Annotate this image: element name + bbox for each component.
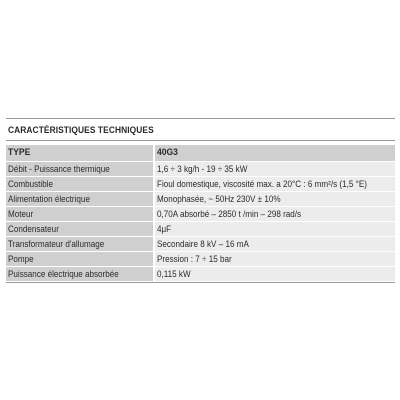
table-header-row <box>6 145 395 162</box>
row-label: Débit - Puissance thermique <box>8 164 110 174</box>
bottom-rule <box>6 282 395 283</box>
header-label: TYPE <box>8 147 31 158</box>
row-value: Pression : 7 ÷ 15 bar <box>157 254 232 264</box>
row-value-cell <box>154 207 395 222</box>
row-value-cell <box>154 267 395 282</box>
row-label: Puissance électrique absorbée <box>8 269 119 279</box>
table-row <box>6 237 395 252</box>
row-value-cell <box>154 237 395 252</box>
row-label-cell <box>6 177 154 192</box>
title-block <box>6 118 395 141</box>
row-value: 0,70A absorbé – 2850 t /min – 298 rad/s <box>157 209 302 219</box>
technical-specs-sheet <box>6 118 395 283</box>
table-row <box>6 222 395 237</box>
row-label: Alimentation électrique <box>8 194 90 204</box>
table-row <box>6 267 395 282</box>
table-row <box>6 192 395 207</box>
table-row <box>6 252 395 267</box>
table-row <box>6 162 395 177</box>
row-value: 1,6 ÷ 3 kg/h - 19 ÷ 35 kW <box>157 164 248 174</box>
row-value: Fioul domestique, viscosité max. a 20°C : 6 mm²/s (1,5 °E) <box>157 179 367 189</box>
row-value-cell <box>154 252 395 267</box>
row-label-cell <box>6 207 154 222</box>
row-label-cell <box>6 267 154 282</box>
row-label-cell <box>6 192 154 207</box>
row-label: Combustible <box>8 179 54 189</box>
row-value: Monophasée, ~ 50Hz 230V ± 10% <box>157 194 281 204</box>
row-label-cell <box>6 222 154 237</box>
row-value: 0,115 kW <box>157 269 191 279</box>
row-label: Moteur <box>8 209 34 219</box>
row-label: Condensateur <box>8 224 59 234</box>
row-label-cell <box>6 237 154 252</box>
row-value: 4μF <box>157 224 172 234</box>
row-value-cell <box>154 222 395 237</box>
row-value-cell <box>154 177 395 192</box>
table-row <box>6 177 395 192</box>
header-label-cell <box>6 145 154 162</box>
header-value: 40G3 <box>157 147 178 158</box>
row-value-cell <box>154 162 395 177</box>
header-value-cell <box>154 145 395 162</box>
row-label: Transformateur d'allumage <box>8 239 105 249</box>
row-label: Pompe <box>8 254 34 264</box>
row-value: Secondaire 8 kV – 16 mA <box>157 239 249 249</box>
specs-table <box>6 145 395 282</box>
table-row <box>6 207 395 222</box>
row-value-cell <box>154 192 395 207</box>
sheet-title: CARACTÉRISTIQUES TECHNIQUES <box>8 124 154 135</box>
row-label-cell <box>6 252 154 267</box>
row-label-cell <box>6 162 154 177</box>
